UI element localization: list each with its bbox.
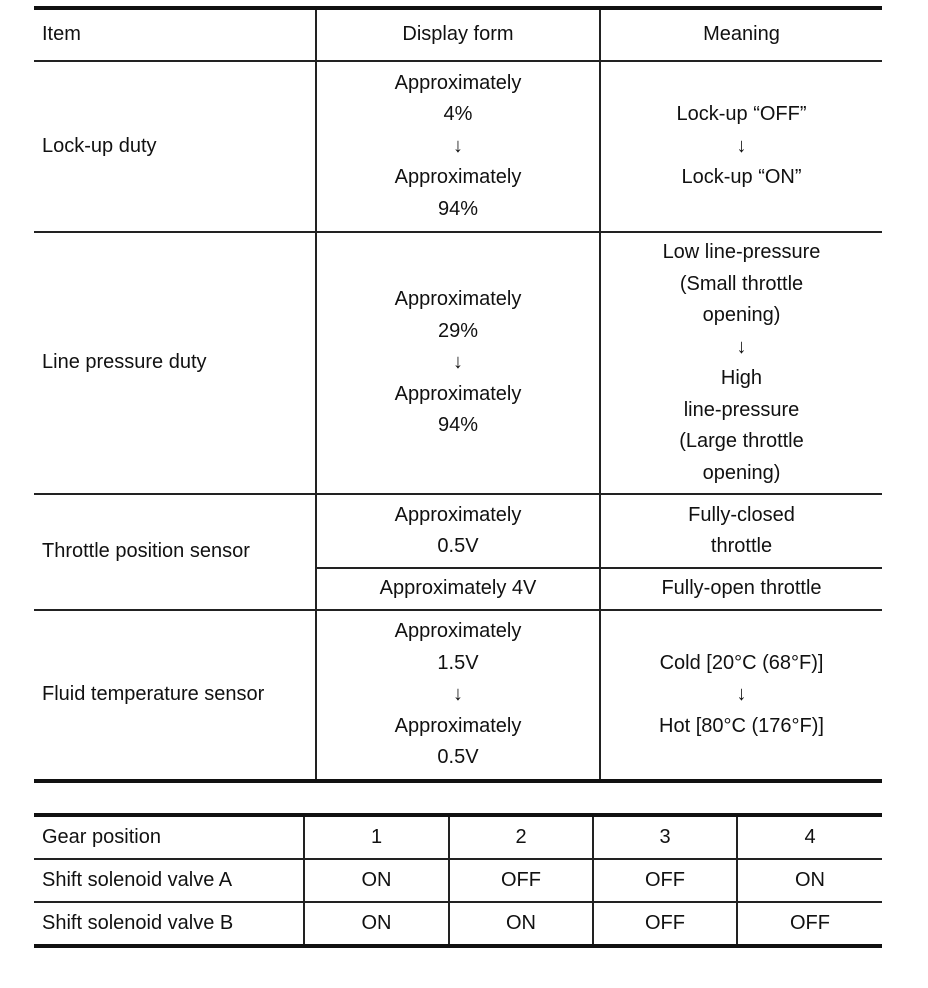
meaning-text: High bbox=[720, 367, 763, 389]
meaning-fluid-temperature bbox=[600, 610, 882, 781]
item-throttle-position-sensor: Throttle position sensor bbox=[34, 494, 316, 610]
solenoid-b-row bbox=[34, 902, 882, 946]
display-text: Approximately bbox=[394, 166, 522, 189]
solenoid-b-gear-1: ON bbox=[304, 902, 449, 946]
meaning-text: (Small throttle bbox=[679, 272, 804, 295]
display-value: 1.5V bbox=[437, 651, 479, 674]
solenoid-b-gear-4: OFF bbox=[737, 902, 882, 946]
display-fluid-temperature bbox=[316, 610, 600, 781]
item-fluid-temperature-sensor: Fluid temperature sensor bbox=[34, 610, 316, 781]
solenoid-a-gear-3: OFF bbox=[593, 859, 737, 902]
meaning-text: Cold [20°C (68°F)] bbox=[659, 651, 824, 674]
meaning-text: opening) bbox=[702, 304, 781, 326]
meaning-lockup-duty bbox=[600, 61, 882, 232]
solenoid-a-label: Shift solenoid valve A bbox=[34, 859, 304, 902]
down-arrow-icon: ↓ bbox=[453, 134, 463, 157]
table-row-line-pressure bbox=[34, 232, 882, 494]
meaning-text: throttle bbox=[710, 535, 773, 557]
gear-position-label: Gear position bbox=[42, 825, 161, 848]
solenoid-b-label: Shift solenoid valve B bbox=[34, 902, 304, 946]
meaning-text: opening) bbox=[702, 461, 781, 484]
meaning-text: Hot [80°C (176°F)] bbox=[659, 714, 824, 737]
table-header-row bbox=[34, 8, 882, 61]
header-display-form: Display form bbox=[316, 8, 600, 61]
gear-col-4: 4 bbox=[737, 815, 882, 859]
gear-position-row bbox=[34, 815, 882, 859]
meaning-throttle-closed bbox=[600, 494, 882, 568]
meaning-text: Lock-up “ON” bbox=[681, 166, 802, 189]
display-text: Approximately bbox=[394, 382, 522, 405]
gear-col-2: 2 bbox=[449, 815, 593, 859]
meaning-text: Low line-pressure bbox=[662, 241, 821, 263]
display-text: Approximately bbox=[394, 714, 522, 737]
solenoid-a-gear-2: OFF bbox=[449, 859, 593, 902]
down-arrow-icon: ↓ bbox=[736, 134, 747, 157]
table-row-lockup bbox=[34, 61, 882, 232]
item-lockup-duty: Lock-up duty bbox=[42, 134, 157, 157]
display-value: 0.5V bbox=[437, 746, 479, 769]
gear-solenoid-table bbox=[34, 813, 882, 948]
solenoid-b-gear-2: ON bbox=[449, 902, 593, 946]
down-arrow-icon: ↓ bbox=[736, 335, 747, 358]
solenoid-a-row bbox=[34, 859, 882, 902]
display-value: 0.5V bbox=[437, 535, 479, 557]
meaning-text: (Large throttle bbox=[679, 430, 804, 452]
down-arrow-icon: ↓ bbox=[453, 683, 463, 706]
meaning-text: Lock-up “OFF” bbox=[676, 103, 807, 126]
display-text: Approximately bbox=[394, 288, 522, 311]
display-text: Approximately bbox=[394, 620, 522, 643]
solenoid-a-gear-4: ON bbox=[737, 859, 882, 902]
display-text: Approximately bbox=[394, 71, 522, 94]
display-throttle-open: Approximately 4V bbox=[316, 568, 600, 610]
display-value: 94% bbox=[437, 197, 479, 220]
display-throttle-closed bbox=[316, 494, 600, 568]
display-value: 4% bbox=[443, 103, 473, 126]
down-arrow-icon: ↓ bbox=[453, 351, 463, 374]
header-meaning: Meaning bbox=[600, 8, 882, 61]
item-line-pressure-duty: Line pressure duty bbox=[34, 232, 316, 494]
header-item: Item bbox=[34, 8, 316, 61]
table-row-fluid-temp bbox=[34, 610, 882, 781]
meaning-throttle-open: Fully-open throttle bbox=[600, 568, 882, 610]
display-value: 29% bbox=[437, 319, 479, 342]
meaning-text: line-pressure bbox=[683, 398, 800, 421]
display-text: Approximately bbox=[394, 503, 522, 526]
solenoid-a-gear-1: ON bbox=[304, 859, 449, 902]
down-arrow-icon: ↓ bbox=[736, 683, 747, 706]
gear-col-3: 3 bbox=[593, 815, 737, 859]
meaning-text: Fully-closed bbox=[688, 503, 795, 526]
table-row-throttle bbox=[34, 494, 882, 568]
diagnostic-table-container bbox=[34, 6, 882, 783]
display-line-pressure-duty bbox=[316, 232, 600, 494]
solenoid-b-gear-3: OFF bbox=[593, 902, 737, 946]
diagnostic-table bbox=[34, 6, 882, 783]
gear-table-container bbox=[34, 813, 882, 948]
display-lockup-duty bbox=[316, 61, 600, 232]
display-value: 94% bbox=[437, 414, 479, 437]
meaning-line-pressure-duty bbox=[600, 232, 882, 494]
gear-col-1: 1 bbox=[304, 815, 449, 859]
